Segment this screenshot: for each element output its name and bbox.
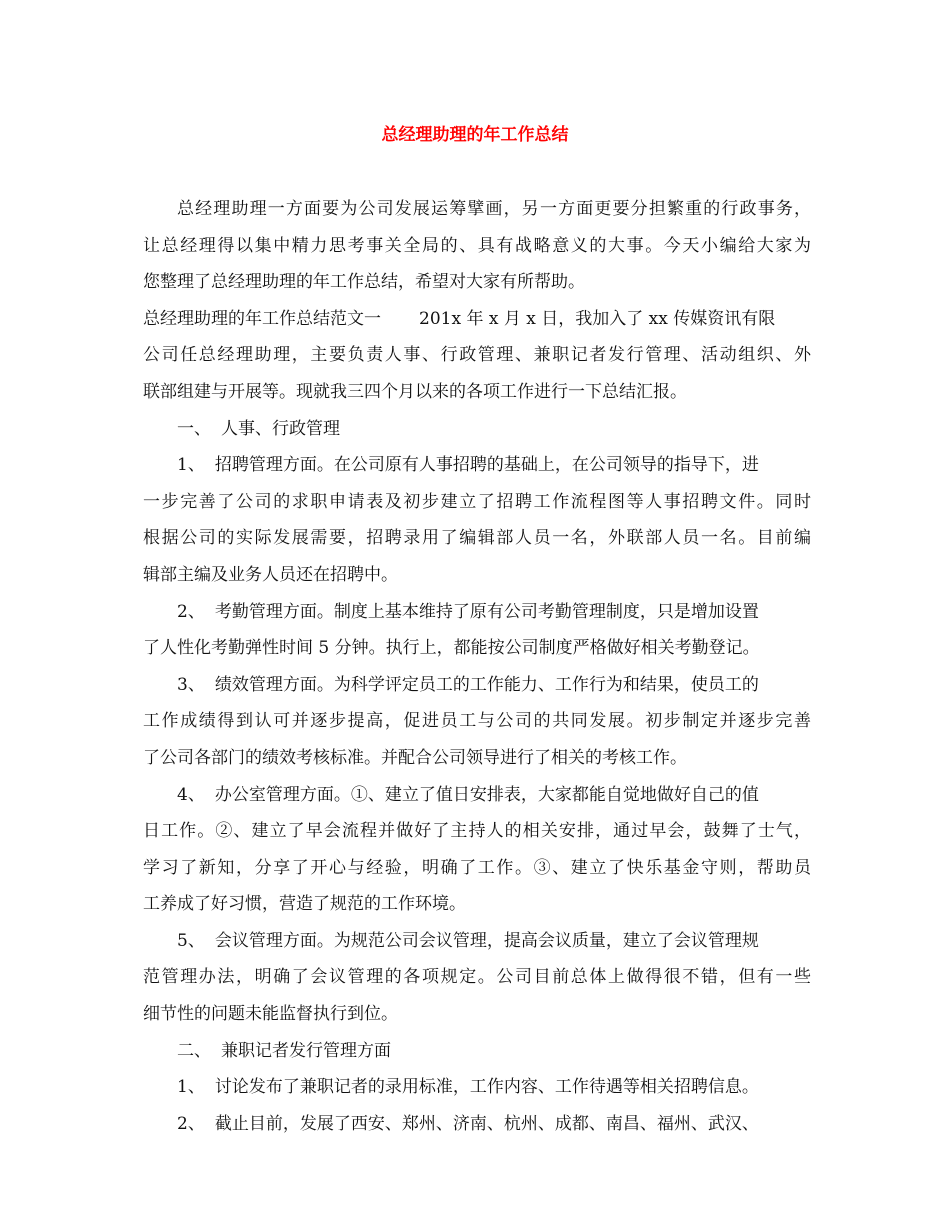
item-line: 细节性的问题未能监督执行到位。 <box>143 1004 398 1025</box>
item-text: 招聘管理方面。在公司原有人事招聘的基础上，在公司领导的指导下，进 <box>214 455 759 476</box>
item-line: 辑部主编及业务人员还在招聘中。 <box>143 564 398 585</box>
item-text: 会议管理方面。为规范公司会议管理，提高会议质量，建立了会议管理规 <box>214 930 759 951</box>
section-number: 一、 <box>177 418 211 439</box>
sample-heading: 总经理助理的年工作总结范文一 <box>143 308 381 329</box>
item-text: 截止目前，发展了西安、郑州、济南、杭州、成都、南昌、福州、武汉、 <box>214 1113 759 1134</box>
item-number: 1、 <box>177 1077 205 1098</box>
section-number: 二、 <box>177 1040 211 1061</box>
item-first-line <box>143 447 811 484</box>
sample-line: 联部组建与开展等。现就我三四个月以来的各项工作进行一下总结汇报。 <box>143 381 687 402</box>
item-text: 办公室管理方面。①、建立了值日安排表，大家都能自觉地做好自己的值 <box>214 784 759 805</box>
item-line: 了公司各部门的绩效考核标准。并配合公司领导进行了相关的考核工作。 <box>143 747 687 768</box>
document-title: 总经理助理的年工作总结 <box>381 125 569 145</box>
item-first-line <box>143 1069 811 1106</box>
item-number: 5、 <box>177 930 205 951</box>
item-line: 一步完善了公司的求职申请表及初步建立了招聘工作流程图等人事招聘文件。同时 <box>143 491 811 512</box>
section-heading-text: 人事、行政管理 <box>221 418 340 439</box>
intro-line: 总经理助理一方面要为公司发展运筹擘画，另一方面更要分担繁重的行政事务， <box>177 199 811 219</box>
item-number: 2、 <box>177 1113 205 1134</box>
item-first-line <box>143 923 811 960</box>
item-line: 工养成了好习惯，营造了规范的工作环境。 <box>143 894 466 915</box>
item-first-line <box>143 777 811 814</box>
item-text: 讨论发布了兼职记者的录用标准，工作内容、工作待遇等相关招聘信息。 <box>214 1077 759 1098</box>
item-number: 4、 <box>177 784 205 805</box>
item-line: 了人性化考勤弹性时间 5 分钟。执行上，都能按公司制度严格做好相关考勤登记。 <box>143 638 760 659</box>
item-first-line <box>143 1106 811 1143</box>
item-number: 1、 <box>177 455 205 476</box>
item-first-line <box>143 667 811 704</box>
item-line: 日工作。②、建立了早会流程并做好了主持人的相关安排，通过早会，鼓舞了士气， <box>143 821 811 842</box>
item-text: 绩效管理方面。为科学评定员工的工作能力、工作行为和结果，使员工的 <box>214 674 759 695</box>
item-text: 考勤管理方面。制度上基本维持了原有公司考勤管理制度，只是增加设置 <box>214 601 759 622</box>
sample-first-text: 201x 年 x 月 x 日，我加入了 xx 传媒资讯有限 <box>419 308 776 329</box>
document-body <box>143 191 811 1142</box>
section-heading-text: 兼职记者发行管理方面 <box>221 1040 391 1061</box>
sample-heading-line <box>143 301 811 338</box>
item-number: 2、 <box>177 601 205 622</box>
sample-line: 公司任总经理助理，主要负责人事、行政管理、兼职记者发行管理、活动组织、外 <box>143 345 811 366</box>
item-line: 工作成绩得到认可并逐步提高，促进员工与公司的共同发展。初步制定并逐步完善 <box>143 711 811 732</box>
section-heading <box>143 1033 811 1070</box>
item-line: 学习了新知，分享了开心与经验，明确了工作。③、建立了快乐基金守则，帮助员 <box>143 857 811 878</box>
intro-line: 您整理了总经理助理的年工作总结，希望对大家有所帮助。 <box>143 272 585 293</box>
intro-line: 让总经理得以集中精力思考事关全局的、具有战略意义的大事。今天小编给大家为 <box>143 235 811 256</box>
item-first-line <box>143 594 811 631</box>
item-line: 范管理办法，明确了会议管理的各项规定。公司目前总体上做得很不错，但有一些 <box>143 967 811 988</box>
section-heading <box>143 411 811 448</box>
item-number: 3、 <box>177 674 205 695</box>
item-line: 根据公司的实际发展需要，招聘录用了编辑部人员一名，外联部人员一名。目前编 <box>143 528 811 549</box>
